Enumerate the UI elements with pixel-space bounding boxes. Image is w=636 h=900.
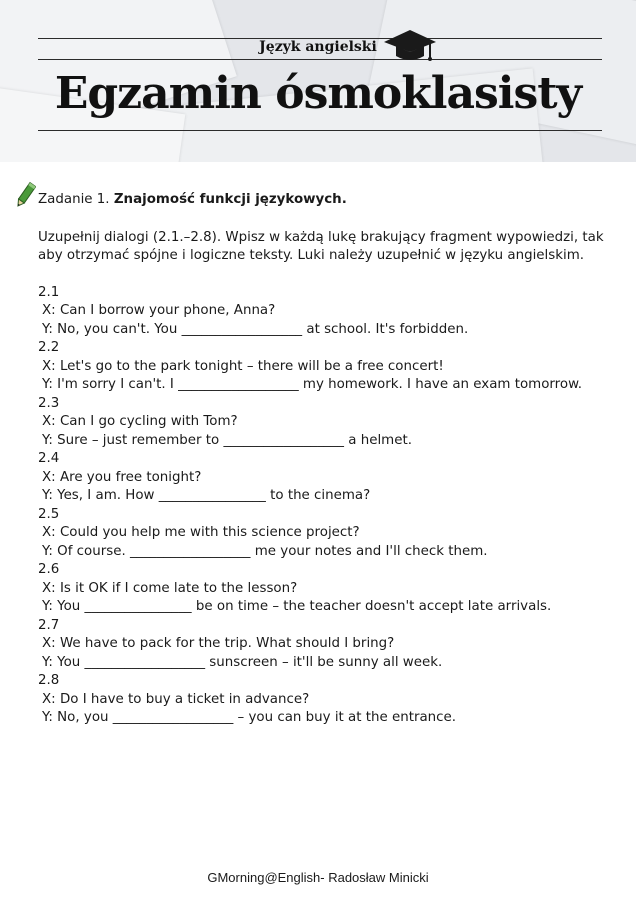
speaker-y-line: Y: Sure – just remember to __________________ a helmet. (42, 432, 412, 448)
header-rule-middle (38, 59, 602, 60)
item-number: 2.6 (38, 562, 60, 577)
speaker-x-line: X: Can I borrow your phone, Anna? (42, 303, 276, 318)
dialogue-list (38, 284, 608, 728)
speaker-x-line: X: Can I go cycling with Tom? (42, 414, 238, 429)
speaker-y-line: Y: You __________________ sunscreen – it'll be sunny all week. (42, 654, 443, 670)
speaker-y-line: Y: Yes, I am. How ________________ to the cinema? (42, 488, 371, 503)
page-title: Egzamin ósmoklasisty (54, 68, 582, 119)
dialogue-item (38, 450, 608, 506)
footer-credit: GMorning@English- Radosław Minicki (207, 870, 429, 885)
item-number: 2.7 (38, 617, 60, 633)
subject-label: Język angielski (259, 39, 377, 55)
dialogue-item (38, 339, 608, 395)
speaker-y-line: Y: You ________________ be on time – the teacher doesn't accept late arrivals. (42, 599, 552, 614)
item-number: 2.2 (38, 340, 60, 355)
item-number: 2.3 (38, 395, 60, 411)
pencil-icon (14, 180, 36, 210)
dialogue-item (38, 395, 608, 451)
speaker-x-line: X: Is it OK if I come late to the lesson? (42, 580, 298, 596)
task-label: Zadanie 1. (38, 192, 110, 207)
item-number: 2.8 (38, 673, 60, 688)
header-banner (0, 0, 636, 162)
dialogue-item (38, 672, 608, 728)
task-content (38, 191, 608, 728)
speaker-y-line: Y: No, you can't. You __________________ at school. It's forbidden. (42, 321, 469, 337)
speaker-x-line: X: Do I have to buy a ticket in advance? (42, 691, 310, 707)
dialogue-item (38, 617, 608, 673)
header-rule-bottom (38, 130, 602, 131)
speaker-x-line: X: We have to pack for the trip. What should I bring? (42, 636, 395, 651)
dialogue-item (38, 284, 608, 340)
speaker-y-line: Y: Of course. __________________ me your notes and I'll check them. (42, 543, 488, 559)
speaker-x-line: X: Let's go to the park tonight – there will be a free concert! (42, 358, 444, 374)
dialogue-item (38, 506, 608, 562)
dialogue-item (38, 561, 608, 617)
speaker-x-line: X: Could you help me with this science project? (42, 525, 360, 540)
task-heading (38, 191, 608, 210)
speaker-x-line: X: Are you free tonight? (42, 469, 202, 485)
graduation-cap-icon (382, 26, 438, 66)
task-title: Znajomość funkcji językowych. (113, 192, 347, 207)
item-number: 2.1 (38, 284, 60, 300)
speaker-y-line: Y: No, you __________________ – you can buy it at the entrance. (42, 710, 457, 725)
item-number: 2.5 (38, 506, 60, 522)
task-instructions: Uzupełnij dialogi (2.1.–2.8). Wpisz w każdą lukę brakujący fragment wypowiedzi, tak aby otrzymać spójne i logiczne teksty. Luki należy uzupełnić w języku angielskim. (38, 229, 604, 263)
speaker-y-line: Y: I'm sorry I can't. I __________________ my homework. I have an exam tomorrow. (42, 377, 583, 392)
item-number: 2.4 (38, 451, 60, 466)
